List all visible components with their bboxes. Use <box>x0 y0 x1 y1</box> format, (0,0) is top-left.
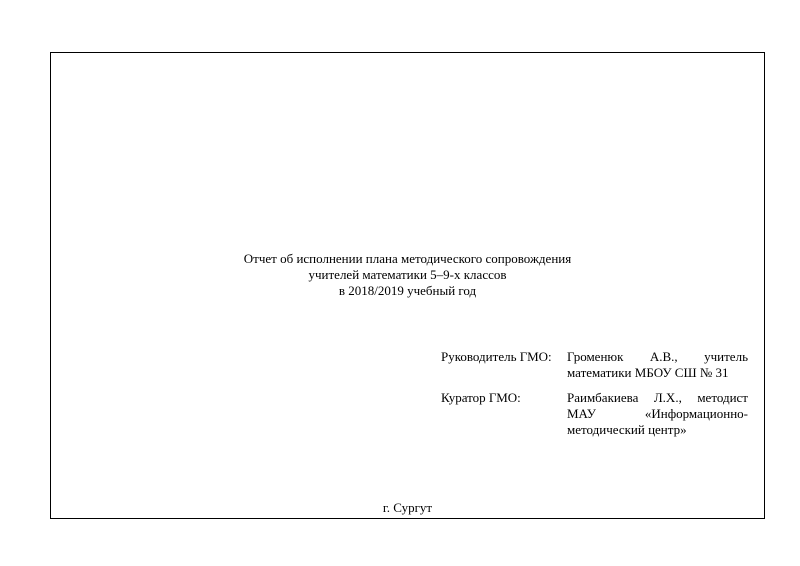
info-value-curator-line-2: МАУ «Информационно- <box>567 406 748 421</box>
info-value-curator-line-3: методический центр» <box>567 422 687 437</box>
info-value-curator-line-1: Раимбакиева Л.Х., методист <box>567 390 748 405</box>
info-value-head-line-1: Громенюк А.В., учитель <box>567 349 748 364</box>
document-page <box>50 52 765 519</box>
title-line-1: Отчет об исполнении плана методического сопровождения <box>243 251 572 266</box>
title-line-3: в 2018/2019 учебный год <box>338 283 477 298</box>
info-table <box>441 349 748 438</box>
info-label-curator: Куратор ГМО: <box>441 390 521 405</box>
document-title <box>51 251 764 299</box>
info-value-curator <box>567 390 748 438</box>
footer-city: г. Сургут <box>382 500 433 515</box>
title-line-2: учителей математики 5–9-х классов <box>308 267 507 282</box>
info-row-curator <box>441 390 748 438</box>
info-value-head <box>567 349 748 390</box>
info-row-head <box>441 349 748 390</box>
info-label-head: Руководитель ГМО: <box>441 349 552 364</box>
info-value-head-line-2: математики МБОУ СШ № 31 <box>567 365 729 380</box>
